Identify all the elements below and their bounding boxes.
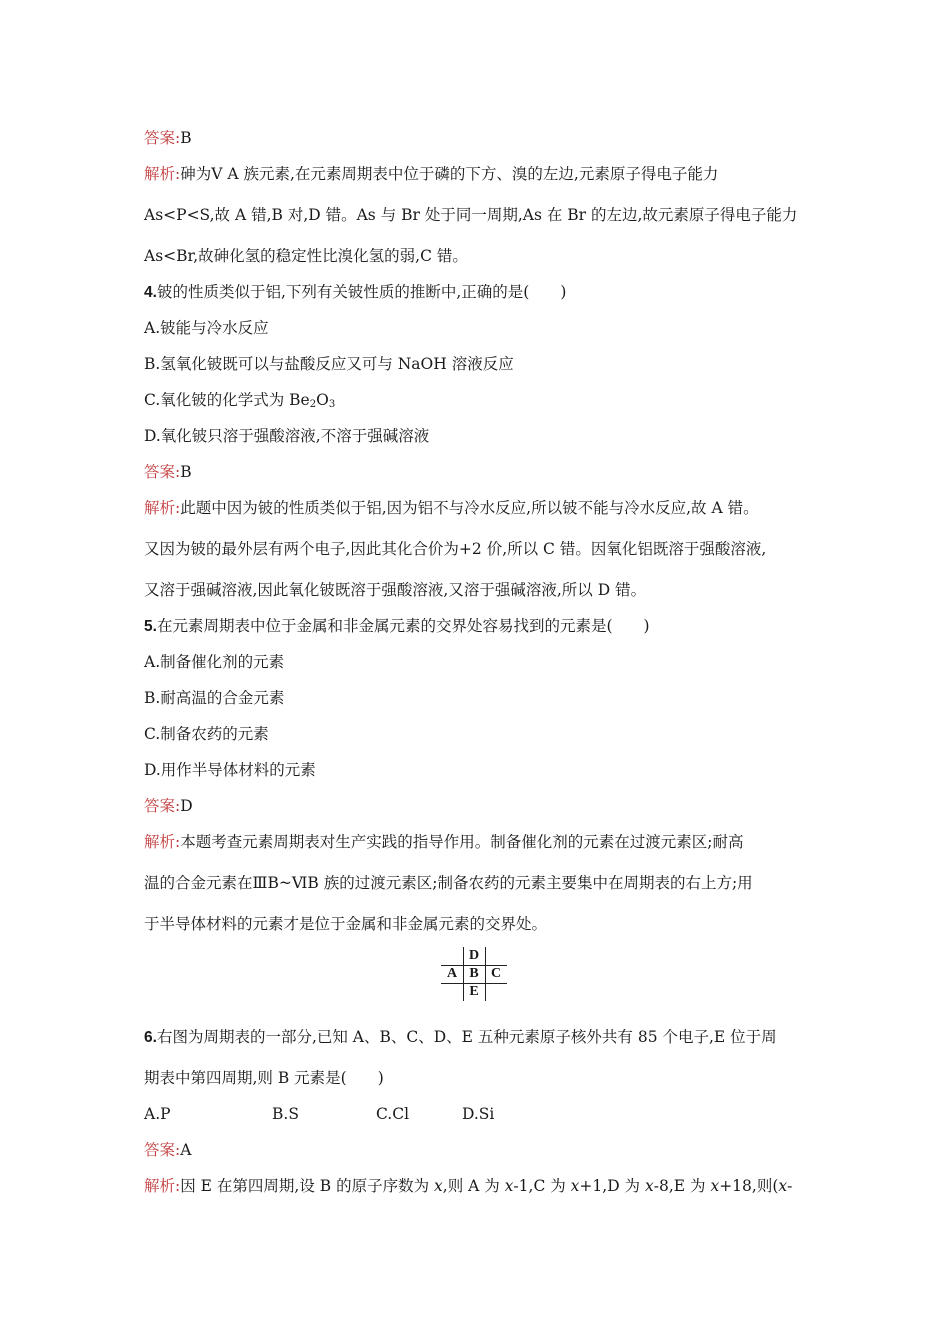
- answer-label: 答案:: [144, 1141, 181, 1159]
- answer-label: 答案:: [144, 129, 181, 147]
- q4-option-c: [144, 390, 335, 410]
- variable-x: x: [434, 1177, 443, 1195]
- question-number: 6.: [144, 1029, 157, 1046]
- q4-analysis-line-2: 又因为铍的最外层有两个电子,因此其化合价为+2 价,所以 C 错。因氧化铝既溶于强酸溶液,: [144, 540, 767, 558]
- formula-element: O: [316, 391, 329, 409]
- q6-options: [144, 1104, 544, 1124]
- analysis-text: -8,E 为: [653, 1177, 711, 1195]
- analysis-text: ,则 A 为: [442, 1177, 505, 1195]
- analysis-text: -: [787, 1177, 793, 1195]
- question-number: 4.: [144, 284, 157, 301]
- answer-value: B: [180, 463, 192, 481]
- q4-option-d: D.氧化铍只溶于强酸溶液,不溶于强碱溶液: [144, 427, 430, 445]
- option-text: C.氧化铍的化学式为 Be: [144, 391, 310, 409]
- element-cell-c: C: [490, 966, 502, 981]
- analysis-label: 解析:: [144, 833, 181, 851]
- element-cell-b: B: [469, 966, 479, 981]
- q3-analysis-line-2: As<P<S,故 A 错,B 对,D 错。As 与 Br 处于同一周期,As 在 Br 的左边,故元素原子得电子能力: [144, 206, 798, 224]
- variable-x: x: [644, 1177, 654, 1195]
- q6-option-a: A.P: [144, 1105, 171, 1123]
- analysis-label: 解析:: [144, 1177, 181, 1195]
- formula-subscript: 3: [328, 399, 336, 410]
- q5-stem: [144, 616, 650, 637]
- question-stem: 在元素周期表中位于金属和非金属元素的交界处容易找到的元素是( ): [156, 617, 650, 635]
- analysis-text: +18,则(: [719, 1177, 779, 1195]
- answer-value: B: [180, 129, 192, 147]
- element-cell-e: E: [469, 984, 479, 999]
- q5-option-a: A.制备催化剂的元素: [144, 653, 285, 671]
- q3-analysis-line-3: As<Br,故砷化氢的稳定性比溴化氢的弱,C 错。: [144, 247, 468, 265]
- question-stem: 铍的性质类似于铝,下列有关铍性质的推断中,正确的是( ): [156, 283, 567, 301]
- q5-option-b: B.耐高温的合金元素: [144, 689, 285, 707]
- q4-answer: [144, 462, 192, 482]
- q4-stem: [144, 282, 566, 303]
- formula-subscript: 2: [309, 399, 317, 410]
- q6-option-d: D.Si: [462, 1105, 495, 1123]
- element-cell-a: A: [446, 966, 458, 981]
- variable-x: x: [778, 1177, 788, 1195]
- q6-analysis-line-1: [144, 1176, 792, 1196]
- analysis-text: -1,C 为: [513, 1177, 571, 1195]
- analysis-text: +1,D 为: [579, 1177, 645, 1195]
- q6-option-c: C.Cl: [376, 1105, 410, 1123]
- q5-analysis-line-3: 于半导体材料的元素才是位于金属和非金属元素的交界处。: [144, 915, 548, 933]
- answer-value: D: [180, 797, 193, 815]
- q6-stem-line-1: [144, 1027, 777, 1048]
- q6-stem-line-2: 期表中第四周期,则 B 元素是( ): [144, 1069, 384, 1087]
- q4-option-b: B.氢氧化铍既可以与盐酸反应又可与 NaOH 溶液反应: [144, 355, 514, 373]
- q6-option-b: B.S: [272, 1105, 299, 1123]
- q5-analysis-line-2: 温的合金元素在ⅢB~ⅥB 族的过渡元素区;制备农药的元素主要集中在周期表的右上方;用: [144, 874, 753, 892]
- analysis-text: 砷为Ⅴ A 族元素,在元素周期表中位于磷的下方、溴的左边,元素原子得电子能力: [180, 165, 719, 183]
- answer-value: A: [180, 1141, 192, 1159]
- analysis-text: 此题中因为铍的性质类似于铝,因为铝不与冷水反应,所以铍不能与冷水反应,故 A 错。: [180, 499, 759, 517]
- q4-option-a: A.铍能与冷水反应: [144, 319, 269, 337]
- q5-analysis-line-1: [144, 832, 743, 852]
- question-stem: 右图为周期表的一部分,已知 A、B、C、D、E 五种元素原子核外共有 85 个电子,E 位于周: [156, 1028, 777, 1046]
- q5-answer: [144, 796, 193, 816]
- analysis-text: 本题考查元素周期表对生产实践的指导作用。制备催化剂的元素在过渡元素区;耐高: [180, 833, 744, 851]
- q3-analysis-line-1: [144, 164, 718, 184]
- periodic-table-fragment: [441, 947, 507, 1001]
- analysis-text: 因 E 在第四周期,设 B 的原子序数为: [180, 1177, 435, 1195]
- element-cell-d: D: [468, 948, 480, 963]
- q5-option-d: D.用作半导体材料的元素: [144, 761, 316, 779]
- variable-x: x: [710, 1177, 720, 1195]
- q4-analysis-line-3: 又溶于强碱溶液,因此氧化铍既溶于强酸溶液,又溶于强碱溶液,所以 D 错。: [144, 581, 647, 599]
- variable-x: x: [504, 1177, 514, 1195]
- q5-option-c: C.制备农药的元素: [144, 725, 269, 743]
- question-number: 5.: [144, 618, 157, 635]
- q6-answer: [144, 1140, 191, 1160]
- analysis-label: 解析:: [144, 165, 181, 183]
- variable-x: x: [570, 1177, 580, 1195]
- answer-label: 答案:: [144, 463, 181, 481]
- answer-label: 答案:: [144, 797, 181, 815]
- analysis-label: 解析:: [144, 499, 181, 517]
- q4-analysis-line-1: [144, 498, 759, 518]
- q3-answer: [144, 128, 192, 148]
